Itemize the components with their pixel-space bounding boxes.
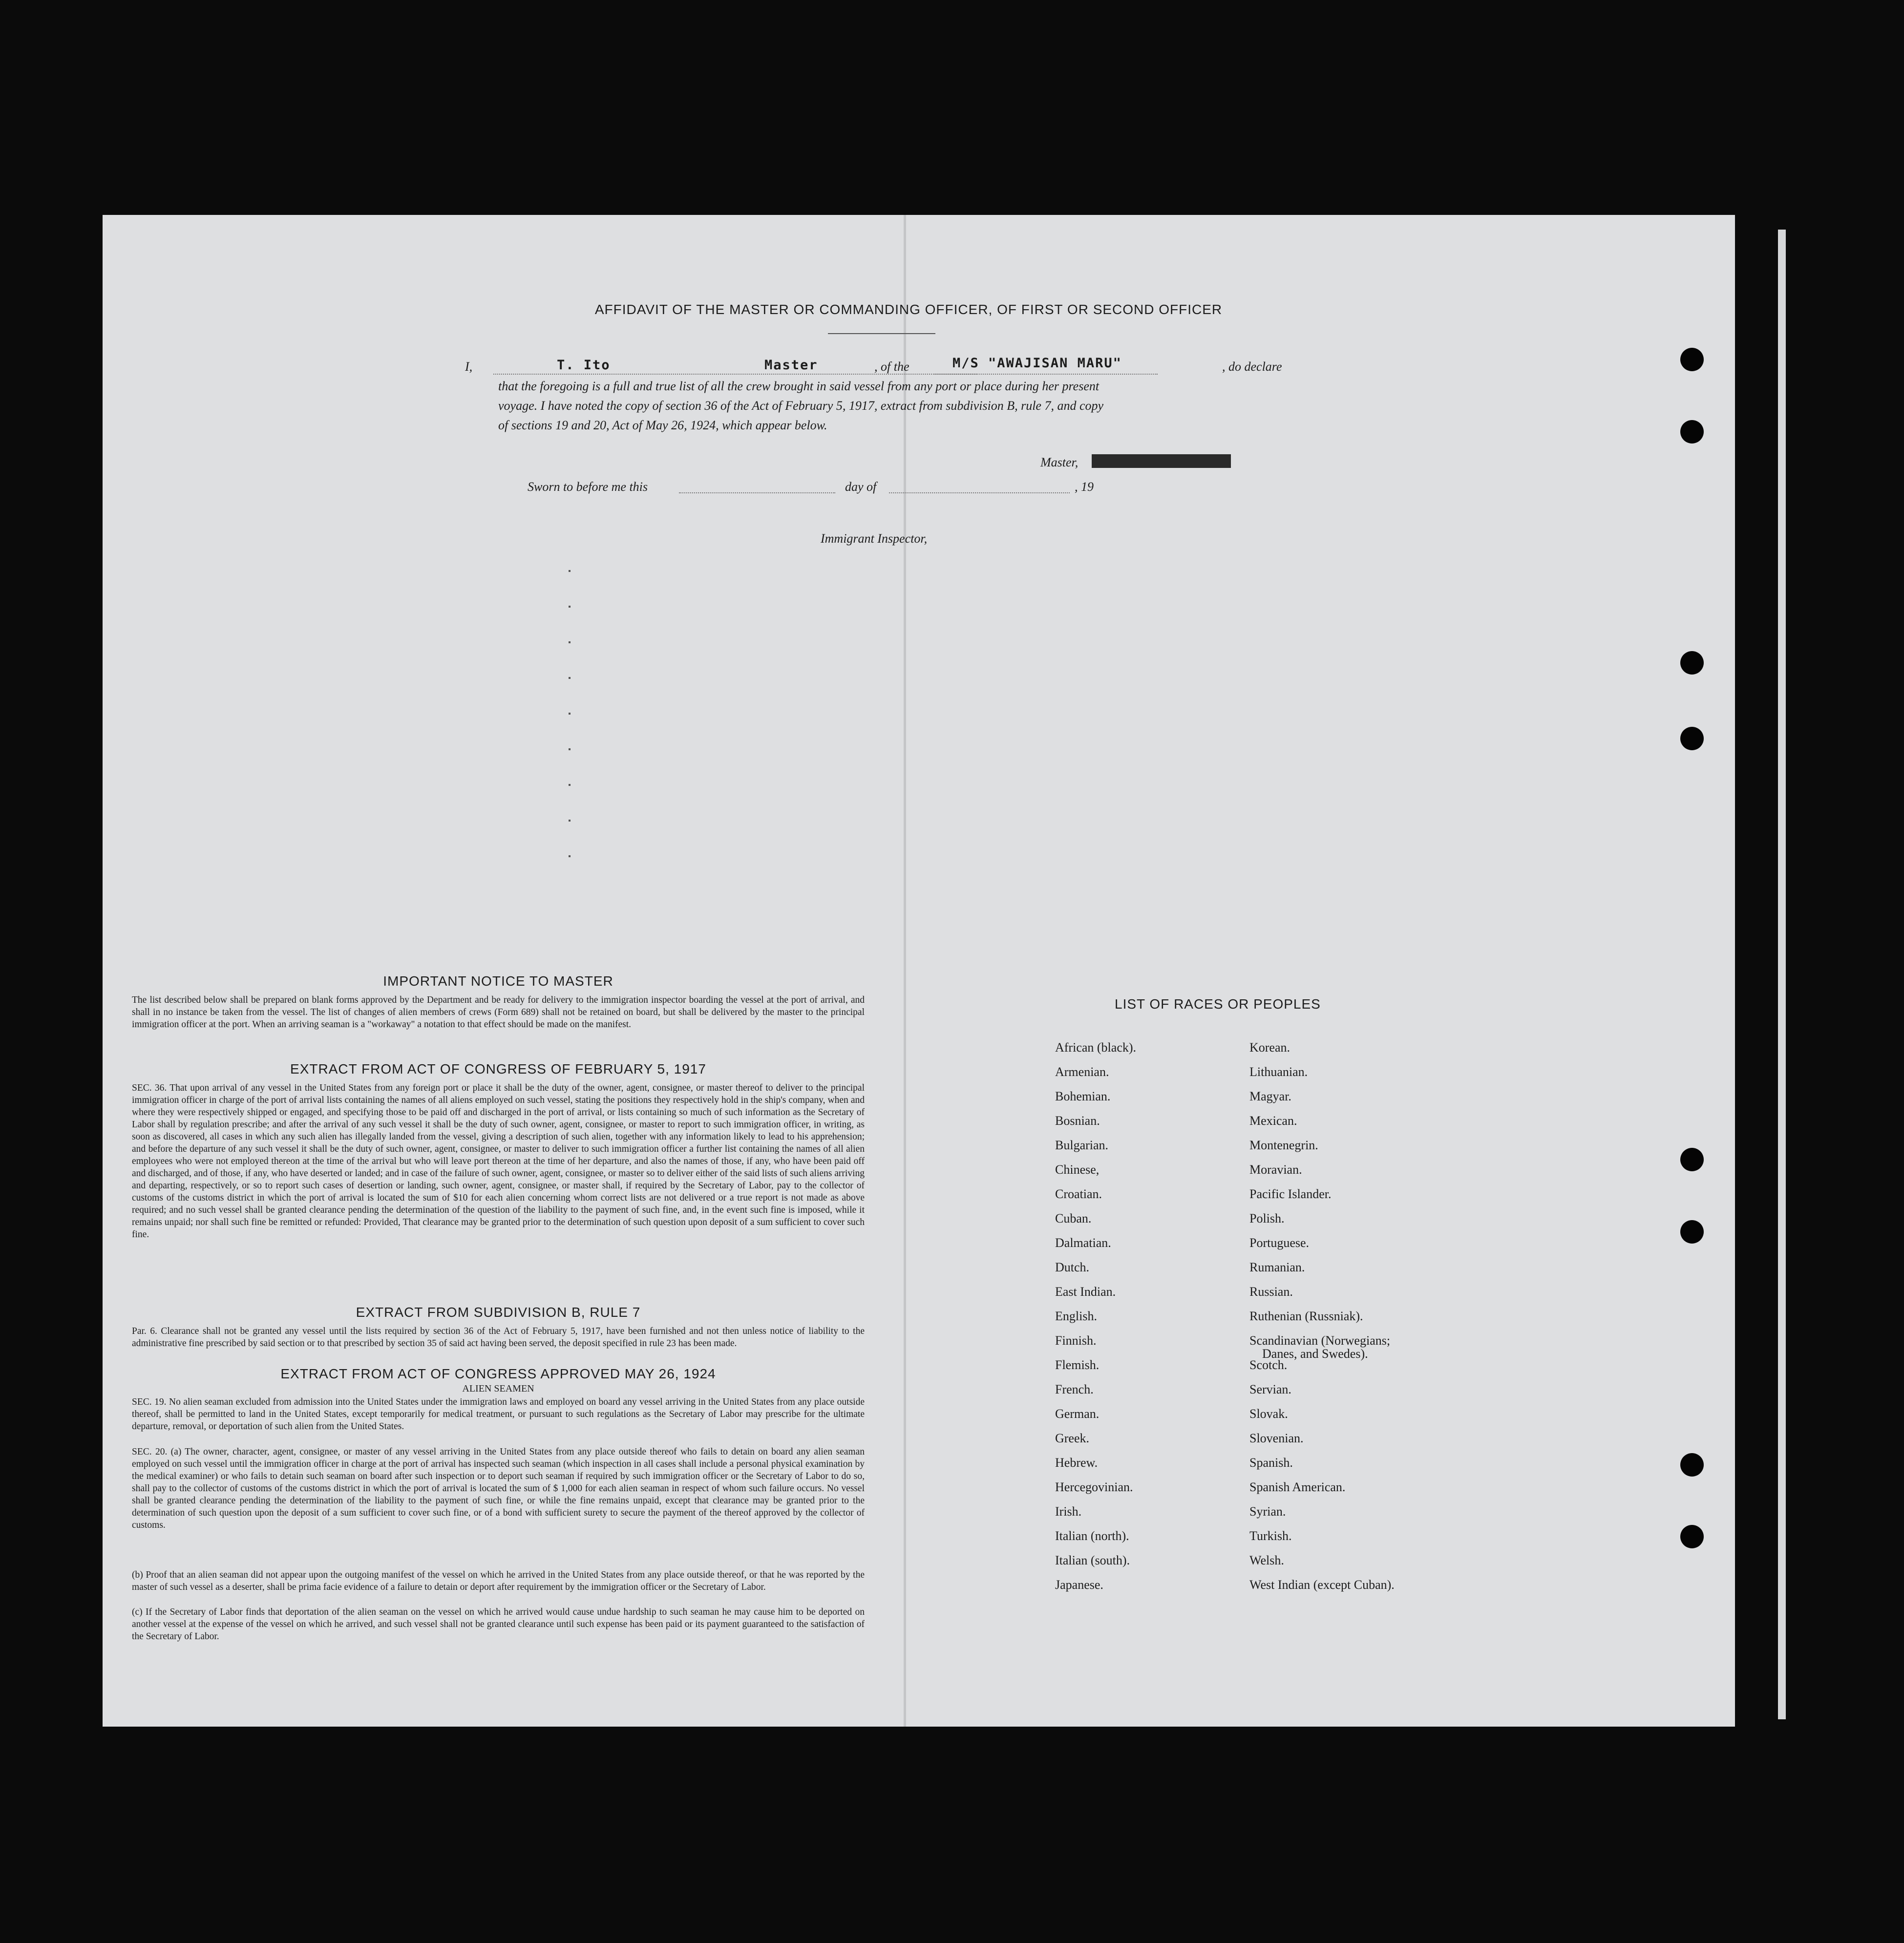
race-item: Welsh. (1249, 1553, 1284, 1567)
affidavit-heading: AFFIDAVIT OF THE MASTER OR COMMANDING OFFICER, OF FIRST OR SECOND OFFICER (594, 302, 1223, 317)
vessel-name: M/S "AWAJISAN MARU" (952, 356, 1122, 371)
race-item: Moravian. (1249, 1162, 1302, 1177)
race-item: Bohemian. (1055, 1089, 1111, 1103)
redacted-signature (1092, 454, 1231, 468)
dotted-line (889, 492, 1070, 493)
adjacent-page-edge (1778, 230, 1786, 1719)
race-item: Scandinavian (Norwegians; (1249, 1333, 1391, 1348)
binder-hole (1680, 651, 1704, 675)
race-item: Hebrew. (1055, 1456, 1098, 1470)
subdivision-heading: EXTRACT FROM SUBDIVISION B, RULE 7 (356, 1305, 641, 1320)
race-item: Irish. (1055, 1504, 1082, 1519)
page-fold (904, 215, 906, 1727)
race-item: Dalmatian. (1055, 1236, 1111, 1250)
binder-hole (1680, 727, 1704, 750)
do-declare-label: , do declare (1222, 359, 1282, 374)
of-the-label: , of the (874, 359, 910, 374)
race-item: East Indian. (1055, 1285, 1116, 1299)
race-item: Portuguese. (1249, 1236, 1310, 1250)
race-item: Spanish. (1249, 1456, 1293, 1470)
race-item: Turkish. (1249, 1529, 1292, 1543)
divider (828, 333, 935, 334)
declaration-line-2: that the foregoing is a full and true list of all the crew brought in said vessel from any port or place during her present (498, 379, 1100, 393)
race-item: Slovak. (1249, 1407, 1288, 1421)
race-item: African (black). (1055, 1040, 1137, 1055)
race-item: Syrian. (1249, 1504, 1286, 1519)
race-item: Japanese. (1055, 1578, 1103, 1592)
race-item: Spanish American. (1249, 1480, 1346, 1494)
race-item: Scotch. (1249, 1358, 1288, 1372)
extract-1917-heading: EXTRACT FROM ACT OF CONGRESS OF FEBRUARY 5, 1917 (290, 1061, 706, 1077)
race-item: Ruthenian (Russniak). (1249, 1309, 1363, 1323)
document-page (103, 215, 1735, 1727)
races-heading: LIST OF RACES OR PEOPLES (1115, 996, 1321, 1012)
extract-1917-text: SEC. 36. That upon arrival of any vessel in the United States from any foreign port or place it shall be the duty of the owner, agent, consignee, or master thereof to deliver to the principal immigration officer in charge of the port of arrival lists containing the names of all aliens employed on such vessel, stating the positions they respectively hold in the ship's company, when and where they were respectively shipped or engaged, and specifying those to be paid off and discharged in the port of arrival, or lists containing so much of such information as the Secretary of Labor shall by regulation prescribe; and after the arrival of any such vessel it shall be the duty of such owner, agent, consignee, or master to report to such immigration officer, in writing, as soon as discovered, all cases in which any such alien has illegally landed from the vessel, giving a description of such alien, together with any information likely to lead to his apprehension; and before the departure of any such vessel it shall be the duty of such owner, agent, consignee, or master to deliver to such immigration officer a further list containing the names of all alien employees who were not employed thereon at the time of the arrival but who will leave port thereon at the time of her departure, and also the names of those, if any, who have been paid off and discharged, and of those, if any, who have deserted or landed; and in case of the failure of such owner, agent, consignee, or master so to deliver either of the said lists of such aliens arriving and departing, respectively, or so to report such cases of desertion or landing, such owner, agent, consignee, or master shall, if required by the Secretary of Labor, pay to the collector of customs of the customs district in which the port of arrival is located the sum of $10 for each alien concerning whom correct lists are not delivered or a true report is not made as above required; and no such vessel shall be granted clearance pending the determination of the question of the liability to the payment of such fine, and, in the event such fine is imposed, while it remains unpaid; nor shall such fine be remitted or refunded: Provided, That clearance may be granted prior to the determination of such question upon deposit of a sum sufficient to cover such fine. (132, 1083, 865, 1240)
master-name: T. Ito (557, 358, 611, 373)
race-item: Bosnian. (1055, 1114, 1100, 1128)
sec-20a-text: SEC. 20. (a) The owner, character, agent, consignee, or master of any vessel arriving in the United States from any place outside thereof who fails to detain on board any alien seaman employed on such vessel until the immigration officer in charge at the port of arrival has inspected such seaman (which inspection in all cases shall include a personal physical examination by the medical examiner) or who fails to detain such seaman on board after such inspection or to deport such seaman if required by such immigration officer or the Secretary of Labor to do so, shall pay to the collector of customs of the customs district in which the port of arrival is located the sum of $ 1,000 for each alien seaman in respect of whom such failure occurs. No vessel shall be granted clearance pending the determination of the liability to the payment of such fine, or while the fine remains unpaid, except that clearance may be granted prior to the determination of such question upon the deposit of a sum sufficient to cover such fine, or of a bond with sufficient surety to secure the payment of the thereof approved by the collector of customs. (132, 1447, 865, 1530)
extract-1924-heading: EXTRACT FROM ACT OF CONGRESS APPROVED MAY 26, 1924 (280, 1366, 716, 1381)
race-item: Greek. (1055, 1431, 1090, 1445)
race-item: Chinese, (1055, 1162, 1100, 1177)
race-item: Croatian. (1055, 1187, 1102, 1201)
race-item: Italian (south). (1055, 1553, 1130, 1567)
race-item: Rumanian. (1249, 1260, 1305, 1274)
race-item: Slovenian. (1249, 1431, 1304, 1445)
sec-19-text: SEC. 19. No alien seaman excluded from admission into the United States under the immigration laws and employed on board any vessel arriving in the United States from any place outside thereof, shall be permitted to land in the United States, except temporarily for medical treatment, or pursuant to such regulations as the Secretary of Labor may prescribe for the ultimate departure, removal, or deportation of such alien from the United States. (132, 1397, 865, 1432)
binder-hole (1680, 1525, 1704, 1548)
race-item: Flemish. (1055, 1358, 1100, 1372)
inspector-label: Immigrant Inspector, (821, 531, 928, 546)
race-item: Danes, and Swedes). (1262, 1347, 1368, 1361)
master-signature-label: Master, (1040, 455, 1079, 469)
alien-seamen-subheading: ALIEN SEAMEN (462, 1383, 534, 1394)
sworn-label: Sworn to before me this (528, 480, 648, 494)
race-item: Russian. (1249, 1285, 1293, 1299)
binder-hole (1680, 1220, 1704, 1244)
race-item: German. (1055, 1407, 1100, 1421)
dotted-line (933, 374, 1158, 375)
race-item: Italian (north). (1055, 1529, 1129, 1543)
race-item: Montenegrin. (1249, 1138, 1318, 1152)
race-item: Lithuanian. (1249, 1065, 1308, 1079)
binder-hole (1680, 1148, 1704, 1171)
race-item: Finnish. (1055, 1333, 1097, 1348)
race-item: English. (1055, 1309, 1097, 1323)
race-item: Bulgarian. (1055, 1138, 1109, 1152)
race-item: Magyar. (1249, 1089, 1291, 1103)
year-label: , 19 (1075, 480, 1094, 494)
notice-text: The list described below shall be prepared on blank forms approved by the Department and be ready for delivery to the immigration inspector boarding the vessel at the port of arrival, and shall in no instance be taken from the vessel. The list of changes of alien members of crews (Form 689) shall not be retained on board, but shall be delivered by the master to the principal immigration officer at the port. When an arriving seaman is a "workaway" a notation to that effect should be made on the manifest. (132, 995, 865, 1030)
race-item: French. (1055, 1382, 1094, 1396)
race-item: Mexican. (1249, 1114, 1297, 1128)
binder-hole (1680, 420, 1704, 444)
subdivision-text: Par. 6. Clearance shall not be granted any vessel until the lists required by section 36 of the Act of February 5, 1917, have been furnished and not then unless notice of liability to the administrative fine prescribed by said section or to that prescribed by section 35 of said act having been served, the deposit specified in rule 23 has been made. (132, 1326, 865, 1349)
affidavit-i: I, (465, 359, 473, 374)
race-item: West Indian (except Cuban). (1249, 1578, 1395, 1592)
race-item: Dutch. (1055, 1260, 1090, 1274)
sec-20c-text: (c) If the Secretary of Labor finds that deportation of the alien seaman on the vessel on which he arrived would cause undue hardship to such seaman he may cause him to be deported on another vessel at the expense of the vessel on which he arrived, and such vessel shall not be granted clearance until such expense has been paid or its payment guaranteed to the satisfaction of the Secretary of Labor. (132, 1607, 865, 1642)
dotted-line (679, 492, 835, 493)
race-item: Armenian. (1055, 1065, 1109, 1079)
declaration-line-3: voyage. I have noted the copy of section 36 of the Act of February 5, 1917, extract from subdivision B, rule 7, and copy (498, 399, 1104, 413)
day-of-label: day of (845, 480, 877, 494)
binder-hole (1680, 348, 1704, 371)
race-item: Korean. (1249, 1040, 1290, 1055)
notice-heading: IMPORTANT NOTICE TO MASTER (383, 973, 614, 989)
officer-rank: Master (764, 358, 818, 373)
race-item: Hercegovinian. (1055, 1480, 1133, 1494)
sec-20b-text: (b) Proof that an alien seaman did not appear upon the outgoing manifest of the vessel on which he arrived in the United States from any place outside thereof, or that he was reported by the master of such vessel as a deserter, shall be prima facie evidence of a failure to detain or deport after requirement by the immigration officer or the Secretary of Labor. (132, 1570, 865, 1592)
race-item: Cuban. (1055, 1211, 1092, 1225)
race-item: Pacific Islander. (1249, 1187, 1332, 1201)
race-item: Servian. (1249, 1382, 1291, 1396)
race-item: Polish. (1249, 1211, 1285, 1225)
binder-hole (1680, 1453, 1704, 1477)
declaration-line-4: of sections 19 and 20, Act of May 26, 1924, which appear below. (498, 418, 827, 432)
